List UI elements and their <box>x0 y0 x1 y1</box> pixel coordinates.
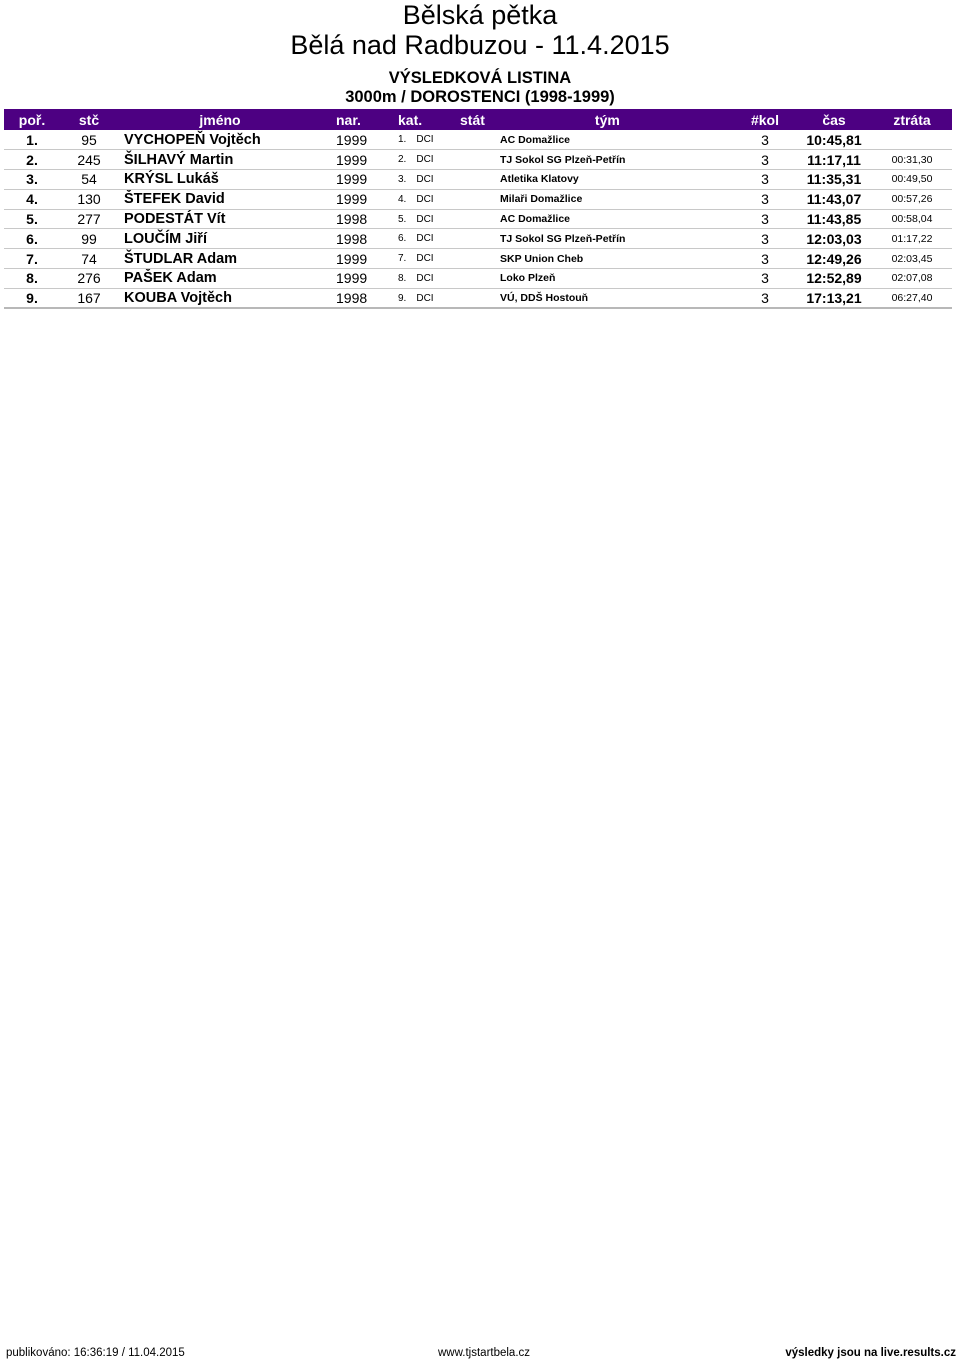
cell-year: 1998 <box>336 230 368 247</box>
cell-team: AC Domažlice <box>500 213 571 226</box>
cell-cat-name: DCI <box>416 154 434 166</box>
event-title: Bělská pětka <box>402 0 558 30</box>
cell-cat <box>384 288 486 308</box>
race-category: 3000m / DOROSTENCI (1998-1999) <box>345 88 615 106</box>
col-header-bib: stč <box>78 111 100 128</box>
table-row <box>4 229 952 249</box>
cell-team: Loko Plzeň <box>500 272 556 285</box>
cell-laps: 3 <box>761 191 769 208</box>
cell-rank: 2. <box>26 151 38 168</box>
results-heading: VÝSLEDKOVÁ LISTINA <box>388 69 572 87</box>
cell-name: PODESTÁT Vít <box>124 211 226 228</box>
col-header-cat-label: kat. <box>398 111 423 128</box>
cell-time: 11:43,07 <box>806 191 862 208</box>
cell-loss: 00:49,50 <box>891 173 933 186</box>
live-results-note: výsledky jsou na live.results.cz <box>785 1347 956 1359</box>
table-row <box>4 209 952 229</box>
cell-loss: 00:57,26 <box>891 193 933 206</box>
cell-team: Milaři Domažlice <box>500 193 583 206</box>
cell-bib: 245 <box>77 151 101 168</box>
table-row <box>4 249 952 269</box>
cell-rank: 8. <box>26 270 38 287</box>
cell-cat-rank: 8. <box>398 272 407 284</box>
cell-time: 11:35,31 <box>806 171 862 188</box>
col-header-rank: poř. <box>18 111 46 128</box>
cell-rank: 4. <box>26 191 38 208</box>
cell-cat <box>384 170 486 190</box>
cell-name: ŠTEFEK David <box>124 191 225 208</box>
cell-time: 11:43,85 <box>806 211 862 228</box>
cell-bib: 276 <box>77 270 101 287</box>
results-table <box>4 109 952 309</box>
cell-loss: 00:58,04 <box>891 213 933 226</box>
table-row <box>4 130 952 150</box>
cell-loss: 02:07,08 <box>891 272 933 285</box>
col-header-team: tým <box>594 111 620 128</box>
cell-name: LOUČÍM Jiří <box>124 230 207 247</box>
cell-laps: 3 <box>761 230 769 247</box>
cell-year: 1999 <box>336 270 368 287</box>
cell-laps: 3 <box>761 171 769 188</box>
cell-rank: 3. <box>26 171 38 188</box>
cell-loss: 01:17,22 <box>891 232 933 245</box>
cell-year: 1999 <box>336 131 368 148</box>
cell-time: 11:17,11 <box>807 151 861 168</box>
cell-year: 1999 <box>336 250 368 267</box>
cell-year: 1999 <box>336 171 368 188</box>
cell-cat <box>384 249 486 269</box>
cell-team: SKP Union Cheb <box>500 252 584 265</box>
cell-time: 12:52,89 <box>806 270 862 287</box>
published-timestamp: publikováno: 16:36:19 / 11.04.2015 <box>6 1347 185 1359</box>
cell-cat <box>384 150 486 170</box>
cell-cat-name: DCI <box>416 173 434 185</box>
event-location-date: Bělá nad Radbuzou - 11.4.2015 <box>290 30 670 60</box>
col-header-name: jméno <box>199 111 241 128</box>
cell-name: KOUBA Vojtěch <box>124 290 232 307</box>
cell-team: AC Domažlice <box>500 133 571 146</box>
cell-laps: 3 <box>761 250 769 267</box>
cell-team: TJ Sokol SG Plzeň-Petřín <box>500 153 626 166</box>
table-row <box>4 170 952 190</box>
cell-cat-rank: 2. <box>398 154 407 166</box>
table-row <box>4 189 952 209</box>
cell-cat-name: DCI <box>416 272 434 284</box>
cell-name: PAŠEK Adam <box>124 270 217 287</box>
table-header-row <box>4 109 952 130</box>
col-header-laps: #kol <box>750 111 779 128</box>
cell-rank: 5. <box>26 211 38 228</box>
cell-year: 1999 <box>336 191 368 208</box>
col-header-country: stát <box>460 111 485 128</box>
cell-team: TJ Sokol SG Plzeň-Petřín <box>500 232 626 245</box>
cell-cat-rank: 6. <box>398 233 407 245</box>
cell-cat <box>384 229 486 249</box>
cell-bib: 54 <box>81 171 97 188</box>
cell-rank: 7. <box>26 250 38 267</box>
cell-laps: 3 <box>761 131 769 148</box>
cell-laps: 3 <box>761 270 769 287</box>
cell-cat-rank: 4. <box>398 193 407 205</box>
cell-bib: 167 <box>77 290 101 307</box>
cell-cat-name: DCI <box>416 213 434 225</box>
cell-cat <box>384 130 486 150</box>
cell-cat-rank: 5. <box>398 213 407 225</box>
cell-name: VYCHOPEŇ Vojtěch <box>124 131 261 148</box>
cell-cat-rank: 9. <box>398 292 407 304</box>
table-row <box>4 150 952 170</box>
cell-cat <box>384 269 486 289</box>
cell-laps: 3 <box>761 151 769 168</box>
cell-bib: 95 <box>81 131 97 148</box>
cell-rank: 6. <box>26 230 38 247</box>
cell-cat <box>384 189 486 209</box>
cell-year: 1998 <box>336 211 368 228</box>
cell-time: 17:13,21 <box>806 290 862 307</box>
cell-cat <box>384 209 486 229</box>
cell-name: KRÝSL Lukáš <box>124 171 219 188</box>
cell-bib: 277 <box>77 211 101 228</box>
cell-cat-rank: 3. <box>398 173 407 185</box>
website-link[interactable]: www.tjstartbela.cz <box>438 1347 531 1359</box>
col-header-time: čas <box>822 111 846 128</box>
cell-bib: 99 <box>81 230 97 247</box>
cell-cat-name: DCI <box>416 193 434 205</box>
cell-bib: 130 <box>77 191 101 208</box>
table-row <box>4 288 952 308</box>
cell-cat-rank: 7. <box>398 253 407 265</box>
cell-cat-name: DCI <box>416 292 434 304</box>
cell-loss: 02:03,45 <box>891 252 933 265</box>
cell-name: ŠTUDLAR Adam <box>124 250 238 267</box>
cell-team: Atletika Klatovy <box>500 173 579 186</box>
cell-team: VÚ, DDŠ Hostouň <box>500 292 589 305</box>
cell-rank: 1. <box>26 131 38 148</box>
cell-loss <box>872 130 952 150</box>
cell-cat-rank: 1. <box>398 134 407 146</box>
cell-cat-name: DCI <box>416 134 434 146</box>
cell-laps: 3 <box>761 211 769 228</box>
cell-time: 12:03,03 <box>806 230 862 247</box>
cell-year: 1999 <box>336 151 368 168</box>
cell-cat-name: DCI <box>416 253 434 265</box>
col-header-loss: ztráta <box>893 111 931 128</box>
cell-time: 12:49,26 <box>806 250 862 267</box>
col-header-team-group <box>460 109 734 130</box>
cell-loss: 06:27,40 <box>891 292 933 305</box>
table-row <box>4 269 952 289</box>
cell-time: 10:45,81 <box>806 131 862 148</box>
cell-cat-name: DCI <box>416 233 434 245</box>
cell-bib: 74 <box>81 250 97 267</box>
cell-loss: 00:31,30 <box>891 153 933 166</box>
cell-year: 1998 <box>336 290 368 307</box>
col-header-year: nar. <box>336 111 361 128</box>
cell-laps: 3 <box>761 290 769 307</box>
cell-name: ŠILHAVÝ Martin <box>124 151 234 168</box>
cell-rank: 9. <box>26 290 38 307</box>
